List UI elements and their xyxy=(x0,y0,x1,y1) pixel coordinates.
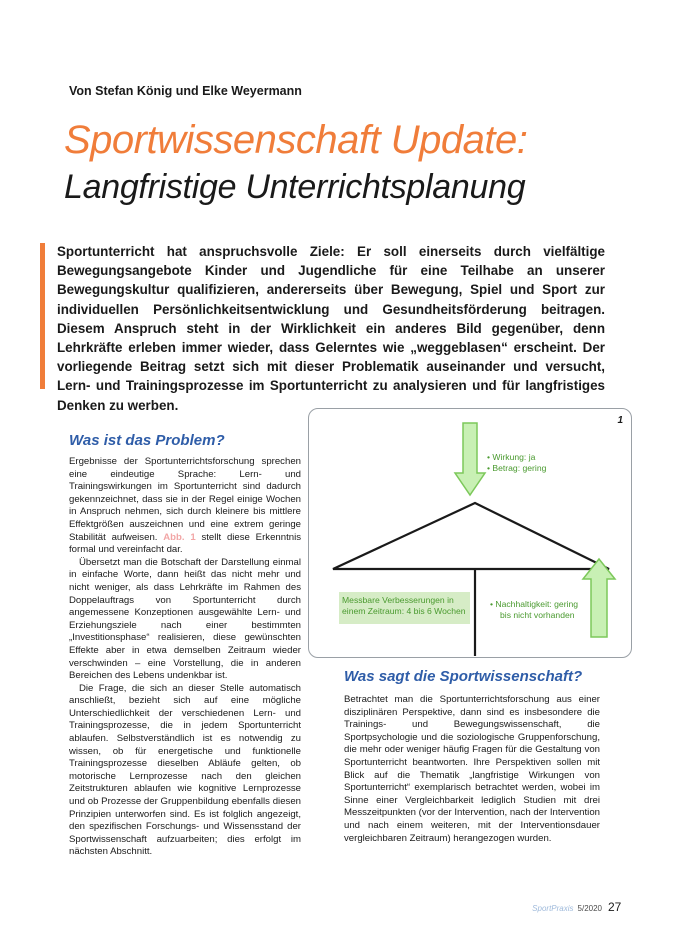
figure-label-left: Messbare Verbesserungen in einem Zeitraum: 4 bis 6 Wochen xyxy=(342,595,466,616)
footer-info xyxy=(532,904,602,913)
lead-paragraph: Sportunterricht hat anspruchsvolle Ziele: Er soll einerseits durch vielfältige Bewegungsangebote Kinder und Jugendliche für eine Teilhabe an unserer Bewegungskultur qualifizieren, andererseits über Bewegung, Spiel und Sport zur individuellen Persönlichkeitsentwicklung und Gesundheitsförderung beitragen. Diesem Anspruch steht in der Wirklichkeit ein anderes Bild gegenüber, denn Lehrkräfte erleben immer wieder, dass Gelerntes wie „weggeblasen“ erscheint. Der vorliegende Beitrag setzt sich mit dieser Problematik auseinander und versucht, Lern- und Trainingsprozesse im Sportunterricht zu analysieren und für langfristiges Denken zu werben. xyxy=(57,244,605,413)
title-line-2: Langfristige Unterrichtsplanung xyxy=(64,168,526,206)
figure-diagram xyxy=(309,409,631,657)
figure-label-top: • Wirkung: ja • Betrag: gering xyxy=(487,452,547,473)
section-heading-science: Was sagt die Sportwissenschaft? xyxy=(344,668,583,685)
section-heading-problem: Was ist das Problem? xyxy=(69,432,225,449)
title-line-1: Sportwissenschaft Update: xyxy=(64,118,528,162)
up-arrow-icon xyxy=(583,559,615,637)
byline: Von Stefan König und Elke Weyermann xyxy=(69,84,302,98)
column-right xyxy=(344,694,600,845)
page-number: 27 xyxy=(608,900,622,914)
figure-label-right: • Nachhaltigkeit: gering bis nicht vorhanden xyxy=(490,599,579,620)
figure-number: 1 xyxy=(617,415,623,426)
paragraph: Übersetzt man die Botschaft der Darstellung einmal in einfache Worte, dann heißt das nicht mehr und nicht weniger, als dass Lehrkräfte im Rahmen des Doppelauftrags von Sportunterricht durch angemessene Konzeptionen ausgewählte Lern- und Erziehungsziele nach einer bestimmten „Investitionsphase“ realisieren, diese gewünschten Effekte aber in etwa demselben Zeitraum wieder verschwinden – eine Vorstellung, die in anderen Bereichen des Lebens undenkbar ist. xyxy=(69,556,301,682)
roof-shape xyxy=(333,503,609,569)
column-left xyxy=(69,456,301,859)
figure-1 xyxy=(308,408,632,658)
magazine-brand: SportPraxis xyxy=(532,904,574,913)
down-arrow-icon xyxy=(455,423,485,495)
lead-accent-bar xyxy=(40,243,45,389)
issue-number: 5/2020 xyxy=(577,904,602,913)
paragraph: Die Frage, die sich an dieser Stelle automatisch anschließt, bezieht sich auf eine mögliche Unterschiedlichkeit der verschiedenen Lern- und Trainingsprozesse, die in jedem Sportunterricht ablaufen. Selbstverständlich ist es notwendig zu wissen, ob für energetische und funktionelle Trainingsprozesse dieselben Abläufe gelten, ob motorische Lernprozesse nach den gleichen Zeitstrukturen ablaufen wie kognitive Lernprozesse und ob Prozesse der Gruppenbildung ebenfalls diesen Prinzipien unterworfen sind. Es ist folglich angezeigt, den spezifischen Forschungs- und Wissensstand der Sportwissenschaft aufzuarbeiten; dies erfolgt im nächsten Abschnitt. xyxy=(69,682,301,858)
paragraph: Ergebnisse der Sportunterrichtsforschung sprechen eine eindeutige Sprache: Lern- und Trainingswirkungen im Sportunterricht sind dadurch gekennzeichnet, dass sie in der Regel einige Wochen in Anspruch nehmen, sich durch kleinere bis mittlere Effektgrößen auszeichnen und eine extrem geringe Stabilität aufweisen. Abb. 1 stellt diese Erkenntnis formal und vereinfacht dar. xyxy=(69,456,301,556)
paragraph: Betrachtet man die Sportunterrichtsforschung aus einer disziplinären Perspektive, dann sind es insbesondere die Trainings- und Bewegungswissenschaft, die Sportpsychologie und die soziologische Gruppenforschung, die mehr oder weniger häufig Fragen für die Gestaltung von Sportunterricht beantworten. Ihre Perspektiven sollen mit Blick auf die Thematik „langfristige Wirkungen von Sportunterricht“ exemplarisch betrachtet werden, wobei im Sinne einer Vergleichbarkeit lediglich Studien mit drei Messzeitpunkten (vor der Intervention, nach der Intervention und nach einem weiteren, mit der Interventionsdauer vergleichbaren Zeitraum) herangezogen wurden. xyxy=(344,694,600,844)
figure-reference[interactable]: Abb. 1 xyxy=(163,531,196,543)
